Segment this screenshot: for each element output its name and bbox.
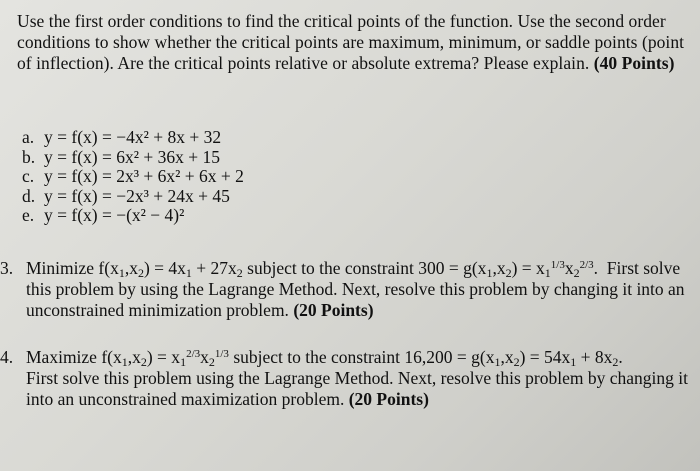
function-expression: y = f(x) = 6x² + 36x + 15 [44, 146, 220, 167]
item-letter: e. [22, 205, 35, 225]
function-expression: y = f(x) = −(x² − 4)² [44, 205, 185, 225]
list-item [22, 128, 244, 148]
problem-4 [0, 347, 690, 410]
item-letter: b. [22, 146, 36, 167]
problem-3-objective: Minimize $f(x_1,x_2) = 4x_1 + 27x_2$ subject to the constraint $300 = g(x_1,x_2) = x_1^{1/3}x_2^{2/3}$. [26, 258, 607, 280]
problem-3-points: (20 Points) [293, 300, 374, 320]
function-expression: y = f(x) = 2x³ + 6x² + 6x + 2 [44, 166, 244, 186]
item-letter: c. [22, 166, 35, 186]
constraint-value: 16,200 [404, 347, 453, 367]
problem-number: 4. [0, 347, 14, 367]
constraint-value: 300 [418, 258, 445, 278]
problem-1-2-instructions [17, 11, 689, 74]
problem-3 [0, 258, 690, 321]
function-list [22, 128, 244, 226]
function-expression: y = f(x) = −2x³ + 24x + 45 [44, 185, 230, 206]
list-item [22, 187, 244, 207]
instructions-points: (40 Points) [593, 53, 675, 73]
function-expression: y = f(x) = −4x² + 8x + 32 [44, 127, 222, 147]
problem-4-objective: Maximize $f(x_1,x_2) = x_1^{2/3}x_2^{1/3}$ subject to the constraint $16,200 = g(x_1,x_2) = 54x_1 + 8x_2$. [26, 347, 623, 369]
problem-4-body [26, 347, 690, 410]
problem-3-body [26, 258, 690, 321]
list-item [22, 148, 244, 168]
list-item [22, 206, 244, 226]
list-item [22, 167, 244, 187]
instructions-text: Use the first order conditions to find the critical points of the function. Use the second order conditions to show whether the critical points are maximum, minimum, or saddle points (point of inflection). Are the critical points relative or absolute extrema? Please explain. [17, 11, 685, 73]
problem-4-points: (20 Points) [348, 389, 429, 409]
problem-4-text: First solve this problem using the Lagrange Method. Next, resolve this problem by changing it into an unconstrained maximization problem. [26, 368, 688, 409]
problem-3-text: First solve this problem by using the Lagrange Method. Next, resolve this problem by changing it into an unconstrained minimization problem. [26, 258, 685, 320]
item-letter: a. [22, 127, 35, 147]
item-letter: d. [22, 185, 36, 206]
problem-number: 3. [0, 258, 14, 278]
